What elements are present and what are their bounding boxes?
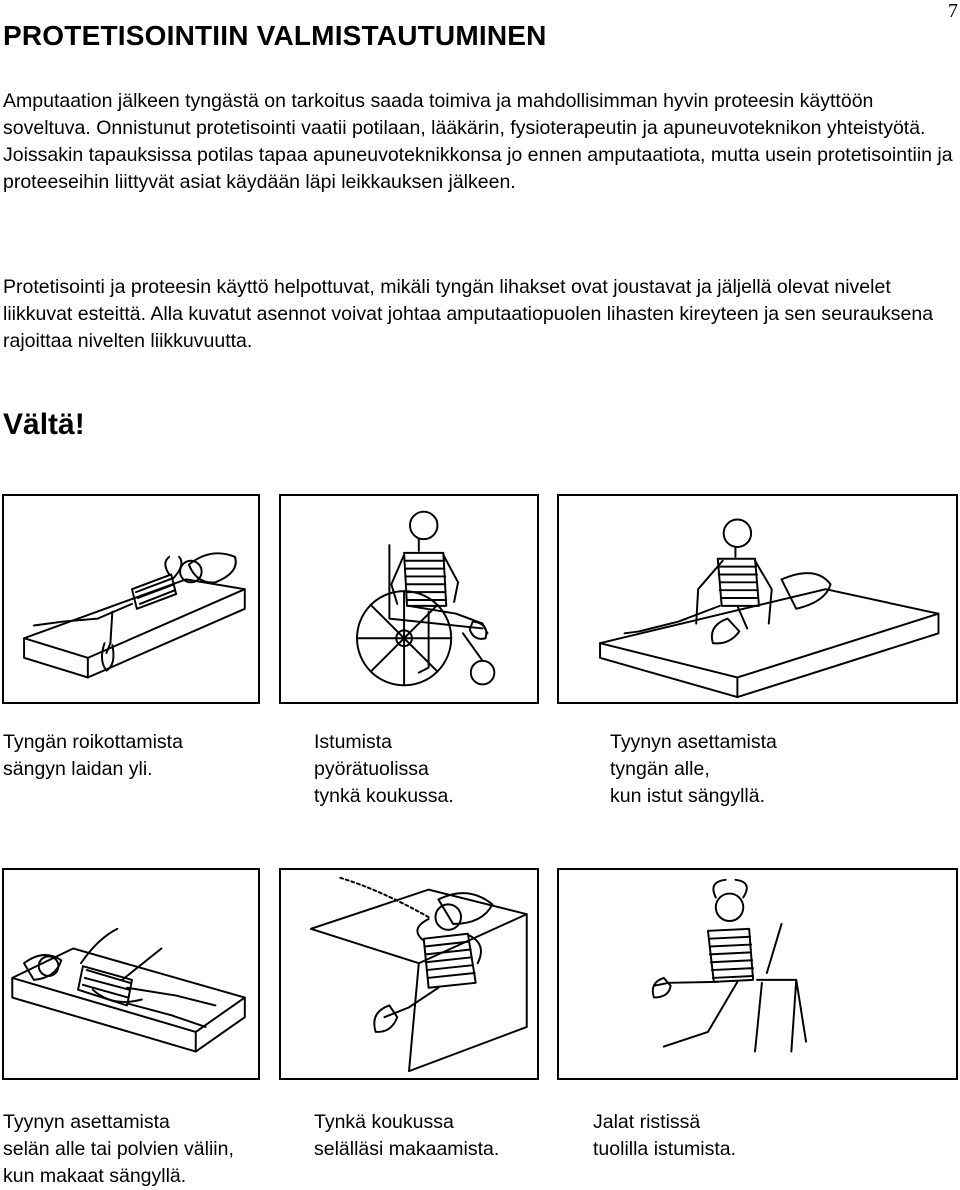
caption-line: sängyn laidan yli. xyxy=(3,758,153,780)
avoid-heading: Vältä! xyxy=(3,408,85,441)
caption-4 xyxy=(3,1109,234,1190)
caption-2 xyxy=(314,729,454,810)
caption-6 xyxy=(593,1109,736,1163)
caption-line: pyörätuolissa xyxy=(314,758,429,780)
illustration-sitting-in-wheelchair xyxy=(279,494,539,704)
caption-3 xyxy=(610,729,777,810)
caption-1 xyxy=(3,729,183,783)
caption-line: Tyynyn asettamista xyxy=(610,731,777,753)
illustration-pillow-under-back xyxy=(2,868,260,1080)
caption-line: Istumista xyxy=(314,731,393,753)
caption-line: kun makaat sängyllä. xyxy=(3,1165,187,1187)
caption-line: tynkä koukussa. xyxy=(314,785,454,807)
caption-line: Tynkä koukussa xyxy=(314,1111,454,1133)
page-number: 7 xyxy=(948,0,958,22)
mobility-paragraph: Protetisointi ja proteesin käyttö helpottuvat, mikäli tyngän lihakset ovat joustavat ja jäljellä olevat nivelet liikkuvat esteittä. Alla kuvatut asennot voivat johtaa amputaatiopuolen lihasten kireyteen ja sen seurauksena rajoittaa nivelten liikkuvuutta. xyxy=(3,276,934,352)
caption-line: selän alle tai polvien väliin, xyxy=(3,1138,234,1160)
illustration-legs-crossed-on-chair xyxy=(557,868,958,1080)
illustration-pillow-under-stump xyxy=(557,494,958,704)
caption-line: selälläsi makaamista. xyxy=(314,1138,500,1160)
caption-line: Tyynyn asettamista xyxy=(3,1111,170,1133)
caption-line: Tyngän roikottamista xyxy=(3,731,183,753)
illustration-lying-stump-bent xyxy=(279,868,539,1080)
page-title: PROTETISOINTIIN VALMISTAUTUMINEN xyxy=(3,20,547,51)
caption-line: Jalat ristissä xyxy=(593,1111,701,1133)
caption-5 xyxy=(314,1109,499,1163)
caption-line: kun istut sängyllä. xyxy=(610,785,766,807)
intro-paragraph: Amputaation jälkeen tyngästä on tarkoitus saada toimiva ja mahdollisimman hyvin proteesin käyttöön soveltuva. Onnistunut protetisointi vaatii potilaan, lääkärin, fysioterapeutin ja apuneuvoteknikon yhteistyötä. Joissakin tapauksissa potilas tapaa apuneuvoteknikkonsa jo ennen amputaatiota, mutta usein protetisointiin ja proteeseihin liittyvät asiat käydään läpi leikkauksen jälkeen. xyxy=(3,90,953,193)
caption-line: tuolilla istumista. xyxy=(593,1138,737,1160)
illustration-stump-hanging-over-bed xyxy=(2,494,260,704)
caption-line: tyngän alle, xyxy=(610,758,710,780)
